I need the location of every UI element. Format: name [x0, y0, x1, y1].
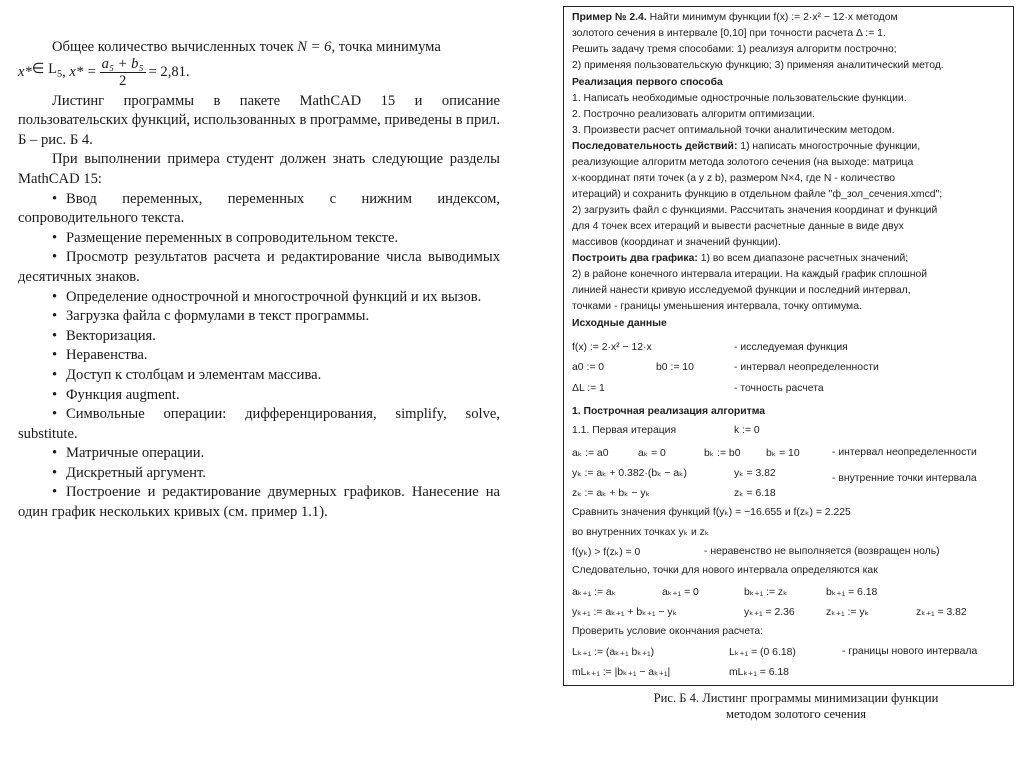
math-expression: Lₖ₊₁ := (aₖ₊₁ bₖ₊₁) — [572, 647, 655, 658]
list-item: • Неравенства. — [52, 347, 148, 364]
math-result: mLₖ₊₁ = 6.18 — [729, 667, 789, 678]
list-item: • Размещение переменных в сопроводительном тексте. — [52, 229, 399, 246]
math-comment: - внутренние точки интервала — [832, 473, 977, 484]
list-item: • Загрузка файла с формулами в текст программы. — [52, 308, 370, 325]
list-item: • Функция augment. — [52, 386, 180, 403]
paragraph-point-count — [18, 38, 500, 58]
formula-n: N = 6 — [297, 39, 332, 55]
list-item: • Векторизация. — [52, 327, 156, 344]
math-result: aₖ₊₁ = 0 — [662, 587, 699, 598]
math-comment: - интервал неопределенности — [734, 362, 879, 373]
listing-line: массивов (координат и значений функции). — [572, 237, 781, 248]
formula-var: x* — [18, 63, 32, 80]
listing-line: 2) применяя пользовательскую функцию; 3) применяя аналитический метод. — [572, 60, 944, 71]
math-expression: Сравнить значения функций f(yₖ) = −16.655 и f(zₖ) = 2.225 — [572, 507, 851, 518]
list-item: • Символьные операции: дифференцирования, simplify, solve, substitute. — [18, 406, 500, 442]
listing-line: точками - границы уменьшения интервала, точку оптимума. — [572, 301, 862, 312]
math-result: aₖ = 0 — [638, 448, 666, 459]
listing-line: Решить задачу тремя способами: 1) реализуя алгоритм построчно; — [572, 44, 897, 55]
paragraph-listing: Листинг программы в пакете MathCAD 15 и описание пользовательских функций, использованных в программе, приведены в прил. Б – рис. Б 4. — [18, 92, 500, 148]
listing-heading: 1. Построчная реализация алгоритма — [572, 406, 766, 417]
fraction-denominator: 2 — [118, 73, 127, 90]
text: Общее количество вычисленных точек — [52, 39, 294, 55]
listing-line: Последовательность действий: 1) написать многострочные функции, — [572, 141, 921, 152]
math-result: yₖ = 3.82 — [734, 468, 776, 479]
listing-heading: Реализация первого способа — [572, 77, 723, 88]
math-expression: yₖ := aₖ + 0.382·(bₖ − aₖ) — [572, 468, 688, 479]
math-expression: mLₖ₊₁ := |bₖ₊₁ − aₖ₊₁| — [572, 667, 671, 678]
listing-line: для 4 точек всех итераций и вывести расчетные данные в виде двух — [572, 221, 904, 232]
math-result: bₖ₊₁ = 6.18 — [826, 587, 878, 598]
list-item: • Матричные операции. — [52, 445, 205, 462]
text: , точка минимума — [331, 39, 441, 55]
listing-line: реализующие алгоритм метода золотого сечения (на выходе: матрица — [572, 157, 914, 168]
math-expression: bₖ₊₁ := zₖ — [744, 587, 788, 598]
math-expression: aₖ := a0 — [572, 448, 609, 459]
formula-fraction — [100, 56, 146, 89]
mathcad-listing-figure — [563, 6, 1014, 686]
math-expression: aₖ₊₁ := aₖ — [572, 587, 617, 598]
listing-line: 2) в районе конечного интервала итерации. На каждый график сплошной — [572, 269, 928, 280]
math-expression: f(x) := 2·x² − 12·x — [572, 342, 652, 353]
formula-in: ∈ $L_5$ — [31, 61, 63, 81]
caption-line: методом золотого сечения — [725, 707, 866, 721]
list-item: • Определение однострочной и многострочной функций и их вызов. — [52, 288, 482, 305]
math-expression: k := 0 — [734, 425, 760, 436]
listing-line: Пример № 2.4. Найти минимум функции f(x) := 2·x² − 12·x методом — [572, 12, 898, 23]
math-result: zₖ = 6.18 — [734, 488, 776, 499]
paragraph-sections: При выполнении примера студент должен знать следующие разделы MathCAD 15: — [18, 151, 500, 187]
math-result: bₖ = 10 — [766, 448, 800, 459]
math-expression: bₖ := b0 — [704, 448, 741, 459]
minimum-formula — [18, 54, 500, 92]
list-item: • Ввод переменных, переменных с нижним индексом, сопроводительного текста. — [18, 190, 500, 227]
math-expression: a0 := 0 — [572, 362, 605, 373]
formula-var2: x* = — [69, 63, 97, 80]
listing-line: 1. Написать необходимые однострочные пользовательские функции. — [572, 93, 907, 104]
listing-line: 1.1. Первая итерация — [572, 425, 677, 436]
list-item: • Построение и редактирование двумерных графиков. Нанесение на один график нескольких кривых (см. пример 1.1). — [18, 484, 500, 521]
listing-heading: Исходные данные — [572, 318, 667, 329]
math-expression: zₖ := aₖ + bₖ − yₖ — [572, 488, 651, 499]
formula-result: = 2,81. — [148, 63, 190, 80]
listing-line: 3. Произвести расчет оптимальной точки аналитическим методом. — [572, 125, 895, 136]
list-item: • Дискретный аргумент. — [52, 464, 206, 481]
math-comment: - исследуемая функция — [734, 342, 848, 353]
listing-line: Построить два графика: 1) во всем диапазоне расчетных значений; — [572, 253, 909, 264]
listing-line: во внутренних точках yₖ и zₖ — [572, 527, 710, 538]
list-item: • Доступ к столбцам и элементам массива. — [52, 366, 322, 383]
list-item: • Просмотр результатов расчета и редактирование числа выводимых десятичных знаков. — [18, 249, 500, 285]
bullet-list — [18, 190, 500, 523]
math-result: yₖ₊₁ = 2.36 — [744, 607, 795, 618]
math-expression: b0 := 10 — [656, 362, 694, 373]
fraction-numerator: a₅ + b₅ — [101, 56, 144, 73]
math-comment: - неравенство не выполняется (возвращен ноль) — [704, 546, 940, 557]
math-expression: zₖ₊₁ := yₖ — [826, 607, 869, 618]
listing-line: x-координат пяти точек (a y z b), размером N×4, где N - количество — [572, 173, 896, 184]
math-expression: yₖ₊₁ := aₖ₊₁ + bₖ₊₁ − yₖ — [572, 607, 678, 618]
math-comment: - точность расчета — [734, 383, 824, 394]
math-expression: ΔL := 1 — [572, 383, 605, 394]
listing-line: Проверить условие окончания расчета: — [572, 626, 764, 637]
listing-line: Следовательно, точки для нового интервала определяются как — [572, 565, 878, 576]
formula-sep: , — [62, 63, 66, 80]
caption-line: Рис. Б 4. Листинг программы минимизации функции — [653, 691, 939, 705]
math-comment: - интервал неопределенности — [832, 447, 977, 458]
listing-line: 2) загрузить файл с функциями. Рассчитать значения координат и функций — [572, 205, 938, 216]
listing-line: итераций) и сохранить функцию в отдельном файле "ф_зол_сечения.xmcd"; — [572, 189, 943, 200]
math-result: zₖ₊₁ = 3.82 — [916, 607, 967, 618]
math-comment: - границы нового интервала — [842, 646, 978, 657]
figure-caption — [586, 690, 1006, 722]
listing-line: линией нанести кривую исследуемой функции и последний интервал, — [572, 285, 911, 296]
listing-line: 2. Построчно реализовать алгоритм оптимизации. — [572, 109, 816, 120]
math-expression: f(yₖ) > f(zₖ) = 0 — [572, 547, 641, 558]
math-result: Lₖ₊₁ = (0 6.18) — [729, 647, 796, 658]
main-text-column — [18, 38, 500, 523]
listing-line: золотого сечения в интервале [0,10] при точности расчета Δ := 1. — [572, 28, 886, 39]
